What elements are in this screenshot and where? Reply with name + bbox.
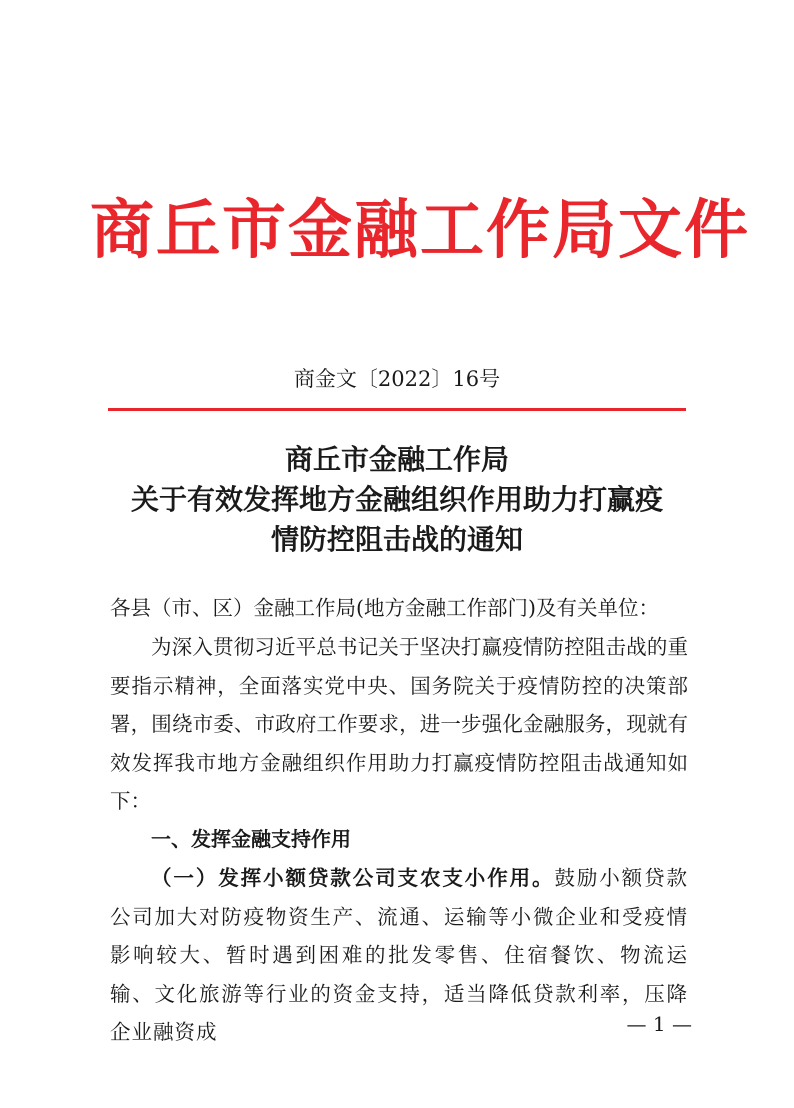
document-number: 商金文〔2022〕16号 (293, 367, 501, 391)
title-line-2: 关于有效发挥地方金融组织作用助力打赢疫 (130, 483, 663, 516)
title-line-1: 商丘市金融工作局 (284, 443, 509, 476)
subsection-text: 鼓励小额贷款公司加大对防疫物资生产、流通、运输等小微企业和受疫情影响较大、暂时遇到困难的批发零售、住宿餐饮、物流运输、文化旅游等行业的资金支持，适当降低贷款利率，压降企业融资成 (110, 866, 689, 1044)
red-divider-line (108, 408, 686, 411)
body-paragraph-1: 为深入贯彻习近平总书记关于坚决打赢疫情防控阻击战的重要指示精神，全面落实党中央、国务院关于疫情防控的决策部署，围绕市委、市政府工作要求，进一步强化金融服务，现就有效发挥我市地方金融组织作用助力打赢疫情防控阻击战通知如下： (110, 635, 688, 813)
document-title (90, 440, 704, 560)
section-heading-1: 一、发挥金融支持作用 (151, 827, 351, 851)
title-line-3: 情防控阻击战的通知 (270, 523, 523, 556)
salutation: 各县（市、区）金融工作局(地方金融工作部门)及有关单位： (110, 596, 659, 620)
page-number: — 1 — (626, 1012, 692, 1036)
body-paragraph-2 (110, 859, 688, 1052)
document-masthead: 商丘市金融工作局文件 (90, 193, 750, 268)
subsection-label: （一）发挥小额贷款公司支农支小作用。 (151, 866, 555, 890)
